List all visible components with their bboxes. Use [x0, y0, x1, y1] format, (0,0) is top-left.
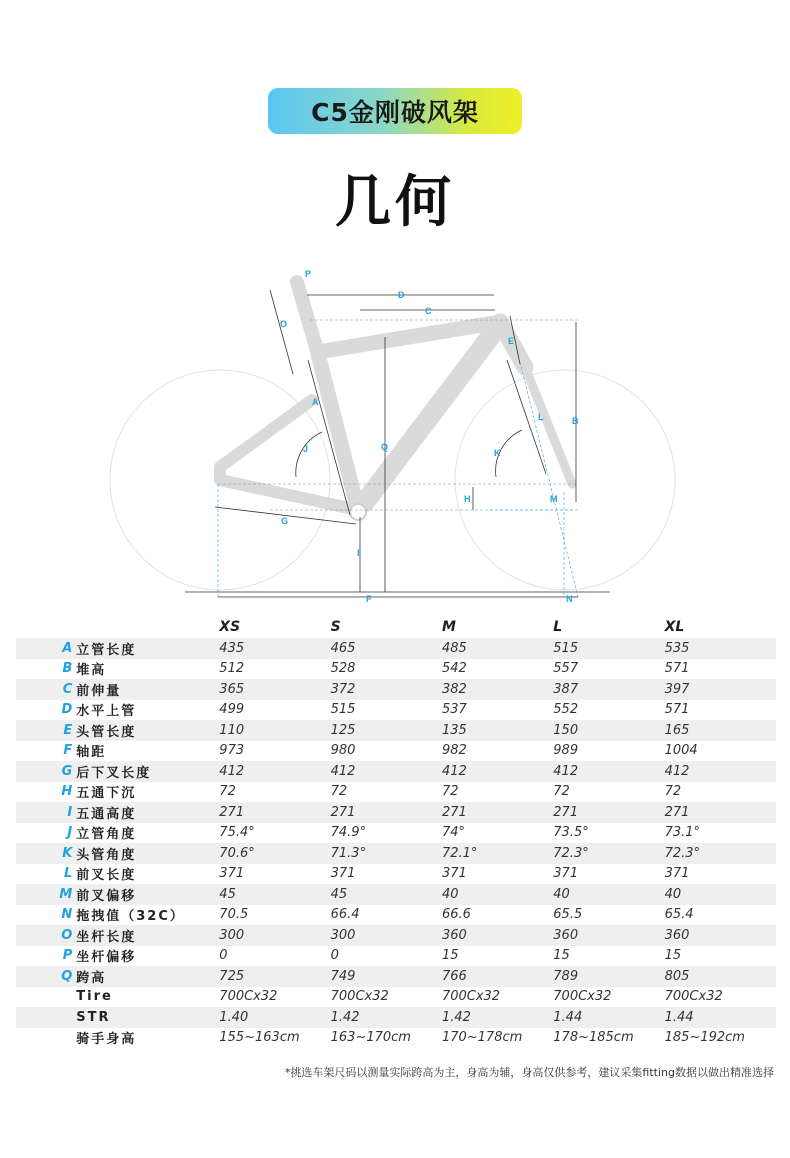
param-value: 372 [330, 681, 356, 697]
param-letter: L [63, 866, 73, 882]
table-row [16, 659, 776, 680]
dim-label-e: E [508, 336, 515, 346]
dim-label-i: I [357, 548, 360, 558]
param-letter: G [61, 763, 73, 779]
table-row [16, 905, 776, 926]
param-value: 360 [553, 927, 579, 943]
dim-label-f: F [366, 594, 372, 604]
table-row [16, 741, 776, 762]
param-letter: P [62, 948, 73, 964]
param-value: 70.6° [219, 845, 255, 861]
param-value: 371 [330, 866, 356, 882]
param-value: 185~192cm [664, 1030, 745, 1046]
param-value: 178~185cm [553, 1030, 634, 1046]
table-row [16, 1007, 776, 1028]
table-row [16, 966, 776, 987]
param-name: 坐杆长度 [76, 929, 137, 945]
param-name: 前叉偏移 [76, 888, 137, 904]
param-letter: M [59, 886, 73, 902]
param-name: 堆高 [76, 663, 107, 679]
param-letter: B [62, 661, 73, 677]
param-value: 271 [441, 804, 467, 820]
param-value: 15 [553, 948, 570, 964]
param-value: 435 [219, 640, 245, 656]
dim-label-p: P [305, 269, 312, 279]
dim-label-a: A [312, 397, 319, 407]
table-row [16, 946, 776, 967]
param-value: 271 [330, 804, 356, 820]
table-row [16, 638, 776, 659]
param-name: 坐杆偏移 [76, 950, 137, 966]
param-value: 552 [553, 702, 579, 718]
param-value: 1.44 [664, 1009, 694, 1025]
param-value: 973 [219, 743, 245, 759]
param-value: 397 [664, 681, 690, 697]
param-value: 155~163cm [219, 1030, 300, 1046]
param-letter: J [67, 825, 73, 841]
dim-label-m: M [550, 494, 558, 504]
param-value: 485 [441, 640, 467, 656]
geometry-diagram [100, 262, 700, 612]
param-value: 766 [441, 968, 467, 984]
param-name: 五通高度 [76, 806, 137, 822]
param-value: 412 [219, 763, 245, 779]
dim-label-h: H [464, 494, 471, 504]
param-name: 头管长度 [76, 724, 137, 740]
param-letter: E [63, 722, 73, 738]
param-value: 371 [441, 866, 467, 882]
param-value: 71.3° [330, 845, 367, 861]
param-value: 65.5 [553, 907, 583, 923]
product-badge: C5金刚破风架 [268, 88, 522, 134]
param-name: 五通下沉 [76, 786, 137, 802]
param-letter: O [61, 927, 73, 943]
param-value: 1.44 [553, 1009, 583, 1025]
param-value: 360 [664, 927, 690, 943]
param-name: 前伸量 [76, 683, 122, 699]
param-value: 72.1° [441, 845, 478, 861]
param-name: 立管角度 [76, 827, 137, 843]
param-value: 72.3° [553, 845, 589, 861]
param-value: 74.9° [330, 825, 367, 841]
param-value: 700Cx32 [441, 989, 501, 1005]
param-value: 515 [330, 702, 356, 718]
param-value: 1004 [664, 743, 698, 759]
dim-label-o: O [280, 319, 288, 329]
param-letter: I [67, 804, 73, 820]
param-value: 387 [553, 681, 579, 697]
param-value: 535 [664, 640, 690, 656]
table-row [16, 1028, 776, 1049]
param-name: 头管角度 [76, 847, 137, 863]
param-name: 拖拽值（32C） [76, 909, 185, 925]
param-value: 0 [219, 948, 228, 964]
table-row [16, 884, 776, 905]
table-row [16, 782, 776, 803]
size-xl: XL [664, 619, 685, 635]
dim-label-g: G [281, 516, 289, 526]
param-value: 40 [553, 886, 570, 902]
table-row [16, 720, 776, 741]
front-wheel [455, 370, 675, 590]
param-value: 365 [219, 681, 245, 697]
param-value: 700Cx32 [330, 989, 389, 1005]
param-value: 74° [441, 825, 465, 841]
param-value: 499 [219, 702, 245, 718]
param-value: 542 [441, 661, 467, 677]
param-letter: D [61, 702, 73, 718]
param-name: 后下叉长度 [76, 765, 152, 781]
bottom-bracket [350, 504, 366, 520]
page-title: 几何 [335, 170, 455, 235]
table-row [16, 987, 776, 1008]
param-value: 135 [441, 722, 467, 738]
param-name: STR [76, 1009, 111, 1025]
dim-label-b: B [572, 416, 579, 426]
param-value: 0 [330, 948, 339, 964]
param-value: 45 [330, 886, 348, 902]
param-value: 805 [664, 968, 690, 984]
param-value: 749 [330, 968, 356, 984]
param-value: 110 [219, 722, 245, 738]
geometry-table [16, 616, 776, 1048]
param-name: 跨高 [76, 970, 107, 986]
param-letter [16, 987, 76, 1008]
param-value: 40 [441, 886, 459, 902]
size-header-row [16, 616, 776, 638]
param-value: 163~170cm [330, 1030, 411, 1046]
param-value: 72 [219, 784, 236, 800]
param-name: 骑手身高 [76, 1032, 137, 1048]
table-row [16, 802, 776, 823]
size-m: M [441, 619, 456, 635]
param-value: 371 [664, 866, 690, 882]
param-value: 75.4° [219, 825, 255, 841]
param-value: 982 [441, 743, 467, 759]
param-letter: C [62, 681, 73, 697]
param-value: 300 [219, 927, 245, 943]
param-value: 70.5 [219, 907, 249, 923]
param-letter: K [62, 845, 73, 861]
param-value: 725 [219, 968, 245, 984]
param-value: 1.42 [441, 1009, 471, 1025]
param-value: 72 [330, 784, 348, 800]
param-value: 412 [330, 763, 356, 779]
table-row [16, 679, 776, 700]
param-value: 45 [219, 886, 236, 902]
table-row [16, 843, 776, 864]
param-name: 前叉长度 [76, 868, 137, 884]
param-value: 271 [553, 804, 579, 820]
param-letter: Q [61, 968, 73, 984]
dim-label-d: D [398, 290, 405, 300]
param-letter: F [63, 743, 73, 759]
param-value: 412 [553, 763, 579, 779]
param-value: 40 [664, 886, 682, 902]
param-letter [16, 1007, 76, 1028]
dim-label-j: J [303, 444, 309, 454]
param-name: Tire [76, 989, 113, 1005]
table-row [16, 925, 776, 946]
dim-label-q: Q [381, 442, 389, 452]
param-value: 73.1° [664, 825, 701, 841]
param-value: 165 [664, 722, 690, 738]
param-value: 700Cx32 [219, 989, 278, 1005]
param-value: 512 [219, 661, 245, 677]
param-value: 72 [441, 784, 459, 800]
param-letter: N [61, 907, 73, 923]
param-name: 立管长度 [76, 642, 137, 658]
param-value: 700Cx32 [553, 989, 612, 1005]
param-value: 72.3° [664, 845, 701, 861]
dim-label-n: N [566, 594, 573, 604]
param-value: 412 [441, 763, 467, 779]
param-value: 271 [664, 804, 690, 820]
table-row [16, 823, 776, 844]
param-value: 150 [553, 722, 579, 738]
param-value: 412 [664, 763, 690, 779]
size-s: S [330, 619, 341, 635]
param-value: 571 [664, 661, 690, 677]
param-letter: A [62, 640, 73, 656]
footnote: *挑选车架尺码以测量实际跨高为主，身高为辅，身高仅供参考，建议采集fitting数据以做出精准选择 [284, 1066, 774, 1079]
dim-label-c: C [425, 306, 432, 316]
param-value: 528 [330, 661, 356, 677]
param-name: 水平上管 [76, 704, 137, 720]
param-value: 72 [553, 784, 570, 800]
param-value: 989 [553, 743, 579, 759]
param-value: 15 [664, 948, 682, 964]
param-value: 789 [553, 968, 579, 984]
param-letter: H [61, 784, 73, 800]
param-value: 15 [441, 948, 459, 964]
dim-label-l: L [538, 412, 544, 422]
param-value: 1.42 [330, 1009, 360, 1025]
param-value: 66.6 [441, 907, 471, 923]
table-row [16, 864, 776, 885]
param-value: 66.4 [330, 907, 360, 923]
size-l: L [553, 619, 563, 635]
param-value: 980 [330, 743, 356, 759]
table-row [16, 700, 776, 721]
param-value: 557 [553, 661, 579, 677]
param-value: 1.40 [219, 1009, 249, 1025]
param-name: 轴距 [76, 745, 107, 761]
param-value: 73.5° [553, 825, 589, 841]
param-letter [16, 1028, 76, 1049]
param-value: 360 [441, 927, 467, 943]
param-value: 72 [664, 784, 682, 800]
size-xs: XS [219, 619, 241, 635]
param-value: 300 [330, 927, 356, 943]
param-value: 515 [553, 640, 579, 656]
dim-label-k: K [494, 448, 501, 458]
param-value: 537 [441, 702, 467, 718]
param-value: 382 [441, 681, 467, 697]
param-value: 700Cx32 [664, 989, 723, 1005]
param-value: 65.4 [664, 907, 694, 923]
param-value: 571 [664, 702, 690, 718]
param-value: 170~178cm [441, 1030, 523, 1046]
param-value: 371 [553, 866, 579, 882]
param-value: 271 [219, 804, 245, 820]
param-value: 465 [330, 640, 356, 656]
param-value: 371 [219, 866, 245, 882]
param-value: 125 [330, 722, 356, 738]
table-row [16, 761, 776, 782]
